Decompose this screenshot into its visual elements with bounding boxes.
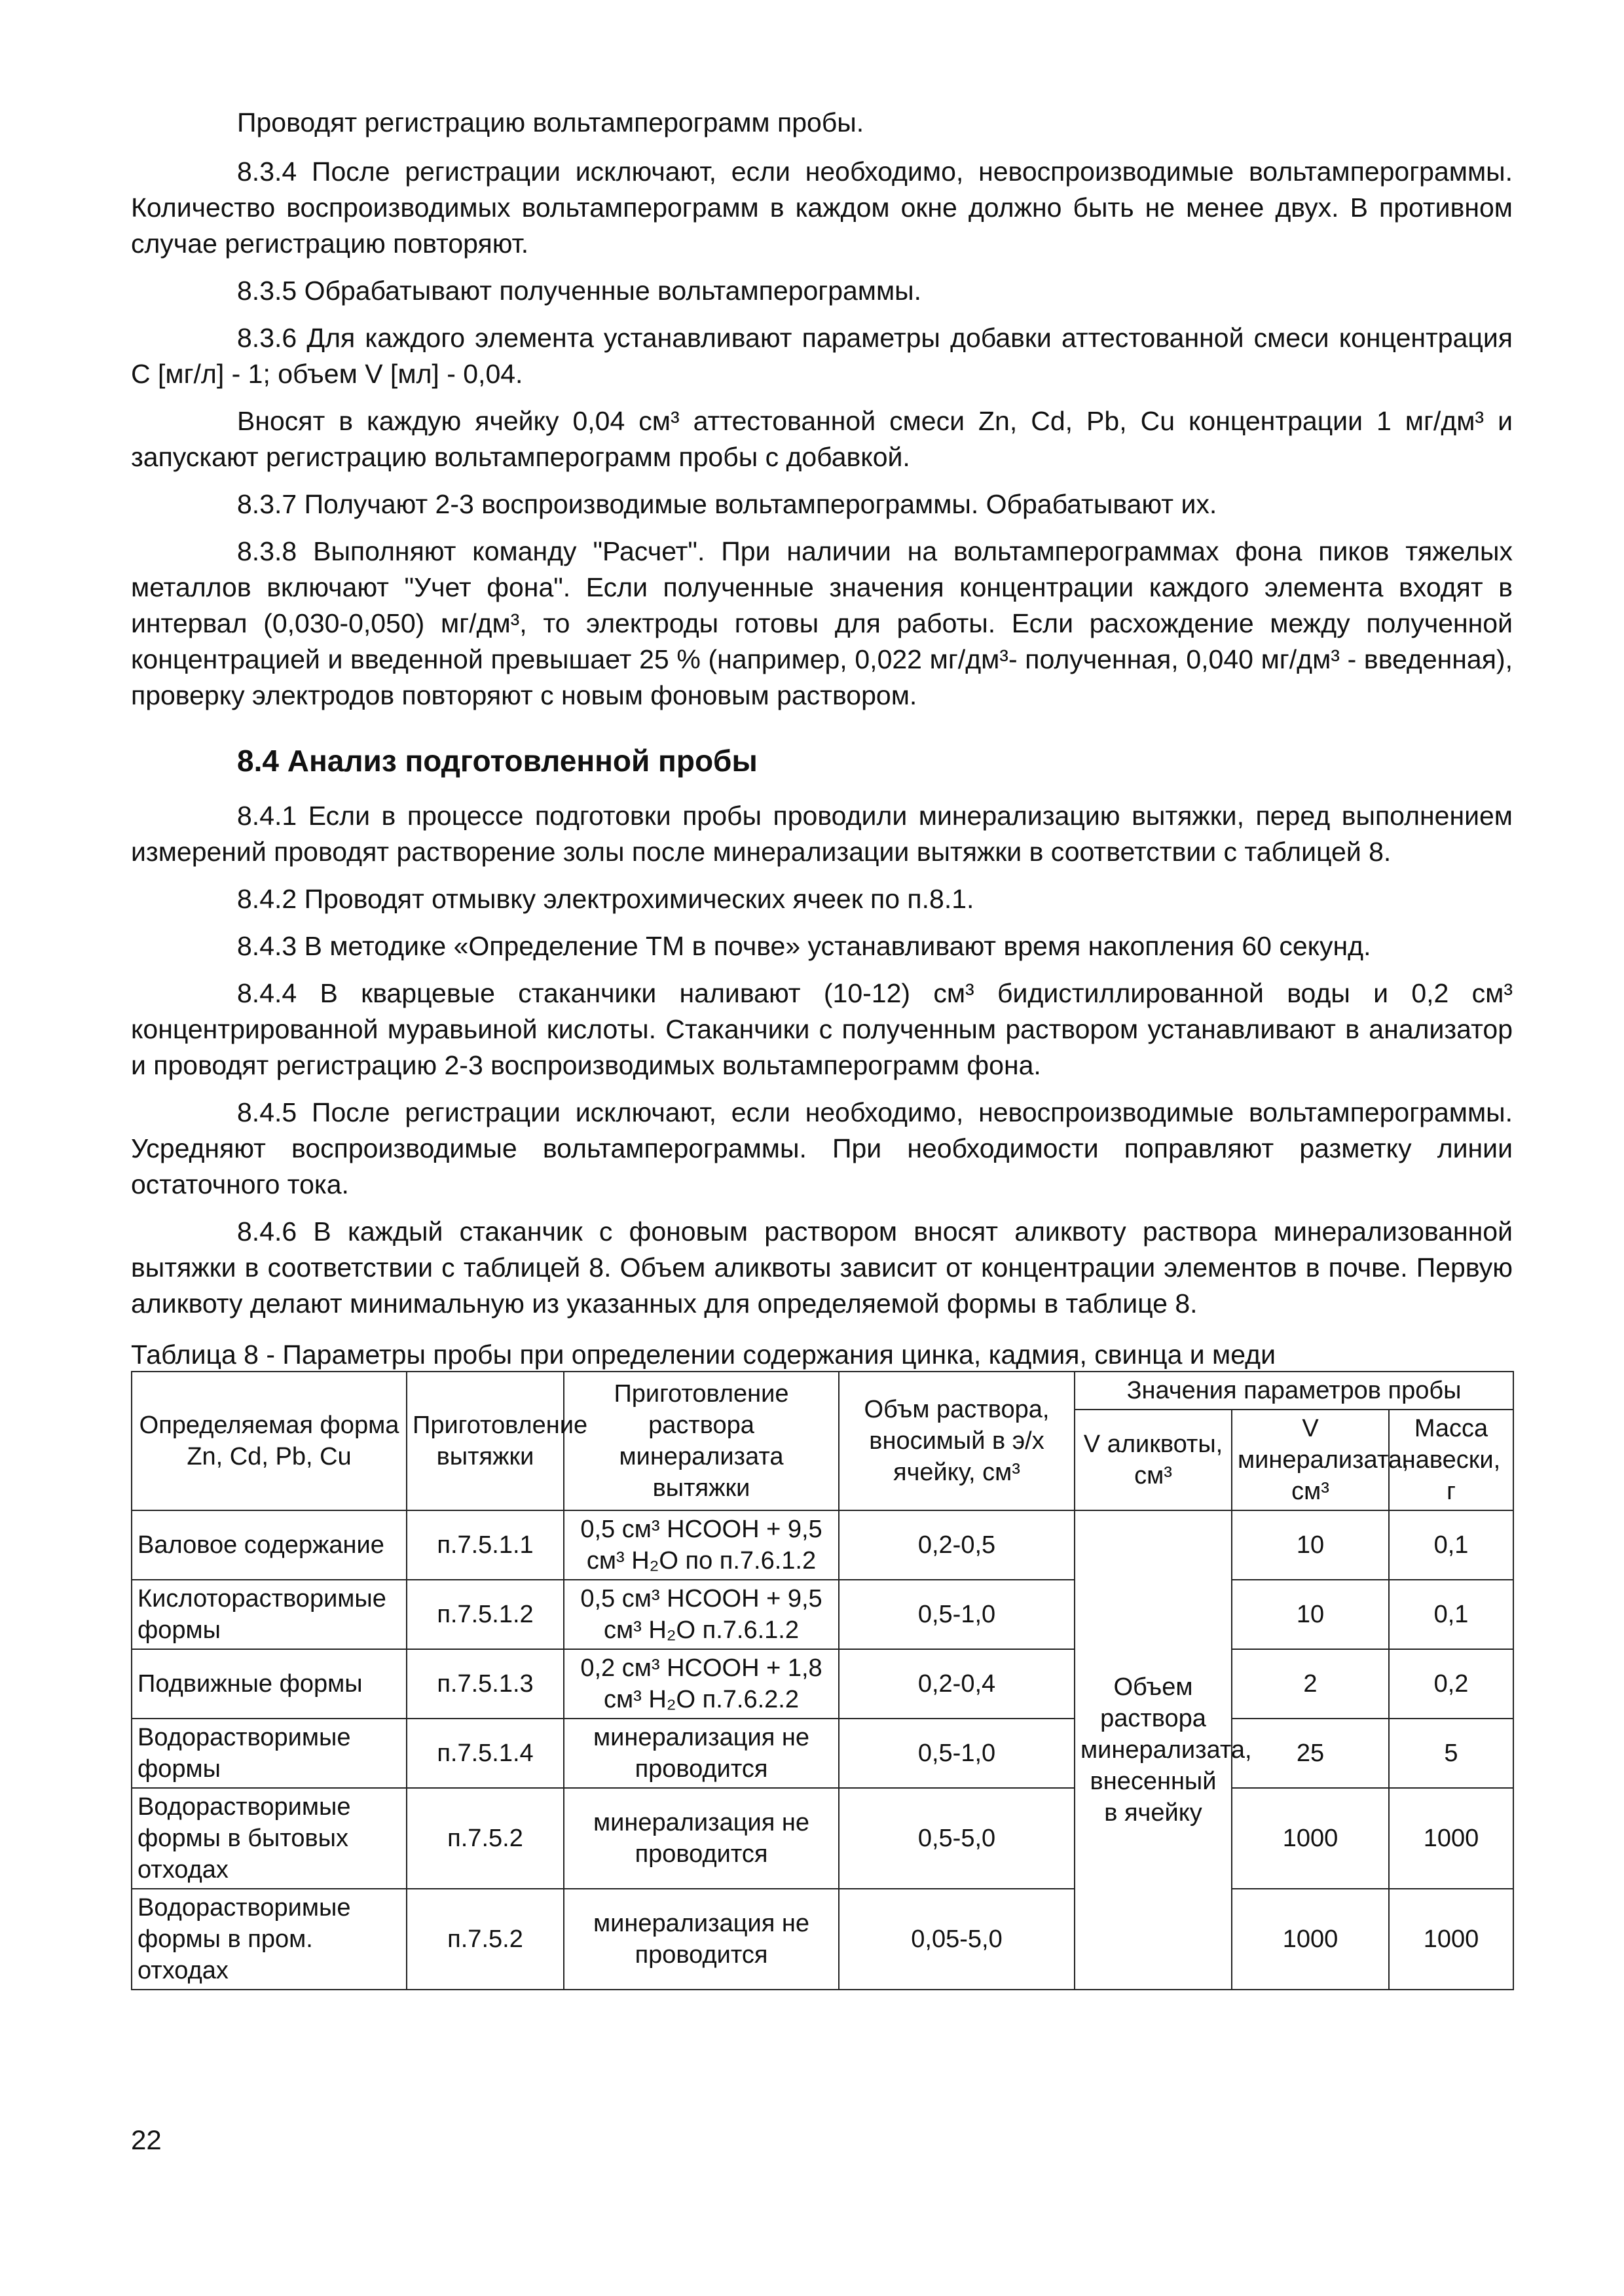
cell-mass: 0,2: [1389, 1649, 1513, 1719]
paragraph-addition: Вносят в каждую ячейку 0,04 см³ аттестованной смеси Zn, Cd, Pb, Cu концентрации 1 мг/дм³ и запускают регистрацию вольтамперограмм пробы с добавкой.: [131, 406, 1513, 472]
header-vmin: V минерализата, см³: [1232, 1410, 1389, 1510]
paragraph-8-4-2: 8.4.2 Проводят отмывку электрохимических ячеек по п.8.1.: [237, 884, 974, 914]
cell-mass: 1000: [1389, 1788, 1513, 1889]
cell-form: Водорастворимые формы в бытовых отходах: [132, 1788, 407, 1889]
cell-prep: п.7.5.2: [407, 1788, 564, 1889]
cell-prep: п.7.5.1.2: [407, 1580, 564, 1649]
table-row: [132, 1788, 1513, 1889]
header-volume: Объм раствора, вносимый в э/х ячейку, см³: [839, 1372, 1075, 1510]
paragraph-8-3-6: 8.3.6 Для каждого элемента устанавливают параметры добавки аттестованной смеси концентрация С [мг/л] - 1; объем V [мл] - 0,04.: [131, 323, 1513, 389]
cell-mineral: минерализация не проводится: [564, 1788, 839, 1889]
paragraph-8-3-8: 8.3.8 Выполняют команду "Расчет". При наличии на вольтамперограммах фона пиков тяжелых металлов включают "Учет фона". Если полученные значения концентрации каждого элемента входят в интервал (0,030-0,050) мг/дм³, то электроды готовы для работы. Если расхождение между полученной концентрацией и введенной превышает 25 % (например, 0,022 мг/дм³- полученная, 0,040 мг/дм³ - введенная), проверку электродов повторяют с новым фоновым раствором.: [131, 536, 1513, 710]
header-form: Определяемая форма Zn, Cd, Pb, Cu: [132, 1372, 407, 1510]
header-mineral: Приготовление раствора минерализата вытяжки: [564, 1372, 839, 1510]
cell-volume: 0,05-5,0: [839, 1889, 1075, 1990]
cell-prep: п.7.5.2: [407, 1889, 564, 1990]
cell-vmin: 10: [1232, 1580, 1389, 1649]
cell-vmin: 2: [1232, 1649, 1389, 1719]
cell-volume: 0,5-5,0: [839, 1788, 1075, 1889]
cell-form: Кислоторастворимые формы: [132, 1580, 407, 1649]
cell-mass: 1000: [1389, 1889, 1513, 1990]
table-row: [132, 1719, 1513, 1788]
table-header-row: [132, 1372, 1513, 1410]
paragraph-8-4-4: 8.4.4 В кварцевые стаканчики наливают (10-12) см³ бидистиллированной воды и 0,2 см³ концентрированной муравьиной кислоты. Стаканчики с полученным раствором устанавливают в анализатор и проводят регистрацию 2-3 воспроизводимых вольтамперограмм фона.: [131, 978, 1513, 1080]
section-heading: 8.4 Анализ подготовленной пробы: [237, 744, 758, 778]
table-row: [132, 1510, 1513, 1580]
cell-vmin: 1000: [1232, 1889, 1389, 1990]
cell-prep: п.7.5.1.1: [407, 1510, 564, 1580]
cell-mineral: минерализация не проводится: [564, 1719, 839, 1788]
cell-mass: 5: [1389, 1719, 1513, 1788]
cell-mineral: 0,5 см³ HCOOH + 9,5 см³ H₂O по п.7.6.1.2: [564, 1510, 839, 1580]
cell-mineral: 0,5 см³ HCOOH + 9,5 см³ H₂O п.7.6.1.2: [564, 1580, 839, 1649]
cell-mass: 0,1: [1389, 1510, 1513, 1580]
table-row: [132, 1889, 1513, 1990]
header-aliquot: V аликвоты, см³: [1075, 1410, 1232, 1510]
table-row: [132, 1580, 1513, 1649]
page-number: 22: [131, 2124, 162, 2155]
document-page: [131, 105, 1513, 1990]
header-group: Значения параметров пробы: [1075, 1372, 1513, 1410]
paragraph-8-4-3: 8.4.3 В методике «Определение ТМ в почве» устанавливают время накопления 60 секунд.: [237, 931, 1371, 961]
paragraph-intro: Проводят регистрацию вольтамперограмм пробы.: [237, 107, 864, 137]
paragraph-8-3-4: 8.3.4 После регистрации исключают, если необходимо, невоспроизводимые вольтамперограммы. Количество воспроизводимых вольтамперограмм в каждом окне должно быть не менее двух. В противном случае регистрацию повторяют.: [131, 156, 1513, 259]
header-mass: Масса навески, г: [1389, 1410, 1513, 1510]
cell-aliquot-merged: Объем раствора минерализата, внесенный в ячейку: [1075, 1510, 1232, 1990]
cell-vmin: 25: [1232, 1719, 1389, 1788]
cell-vmin: 10: [1232, 1510, 1389, 1580]
cell-form: Валовое содержание: [132, 1510, 407, 1580]
paragraph-8-4-5: 8.4.5 После регистрации исключают, если необходимо, невоспроизводимые вольтамперограммы. Усредняют воспроизводимые вольтамперограммы. При необходимости поправляют разметку линии остаточного тока.: [131, 1097, 1513, 1199]
cell-prep: п.7.5.1.4: [407, 1719, 564, 1788]
cell-mineral: 0,2 см³ HCOOH + 1,8 см³ H₂O п.7.6.2.2: [564, 1649, 839, 1719]
cell-form: Подвижные формы: [132, 1649, 407, 1719]
cell-form: Водорастворимые формы: [132, 1719, 407, 1788]
cell-vmin: 1000: [1232, 1788, 1389, 1889]
paragraph-8-3-7: 8.3.7 Получают 2-3 воспроизводимые вольтамперограммы. Обрабатывают их.: [237, 489, 1217, 519]
header-prep: Приготовление вытяжки: [407, 1372, 564, 1510]
cell-prep: п.7.5.1.3: [407, 1649, 564, 1719]
table-row: [132, 1649, 1513, 1719]
cell-mass: 0,1: [1389, 1580, 1513, 1649]
cell-volume: 0,5-1,0: [839, 1580, 1075, 1649]
table-caption: Таблица 8 - Параметры пробы при определении содержания цинка, кадмия, свинца и меди: [131, 1339, 1276, 1370]
parameters-table: [131, 1371, 1514, 1990]
cell-volume: 0,5-1,0: [839, 1719, 1075, 1788]
cell-volume: 0,2-0,4: [839, 1649, 1075, 1719]
paragraph-8-3-5: 8.3.5 Обрабатывают полученные вольтамперограммы.: [237, 276, 922, 306]
paragraph-8-4-6: 8.4.6 В каждый стаканчик с фоновым раствором вносят аликвоту раствора минерализованной вытяжки в соответствии с таблицей 8. Объем аликвоты зависит от концентрации элементов в почве. Первую аликвоту делают минимальную из указанных для определяемой формы в таблице 8.: [131, 1216, 1513, 1319]
cell-form: Водорастворимые формы в пром. отходах: [132, 1889, 407, 1990]
cell-mineral: минерализация не проводится: [564, 1889, 839, 1990]
cell-volume: 0,2-0,5: [839, 1510, 1075, 1580]
paragraph-8-4-1: 8.4.1 Если в процессе подготовки пробы проводили минерализацию вытяжки, перед выполнением измерений проводят растворение золы после минерализации вытяжки в соответствии с таблицей 8.: [131, 801, 1513, 867]
